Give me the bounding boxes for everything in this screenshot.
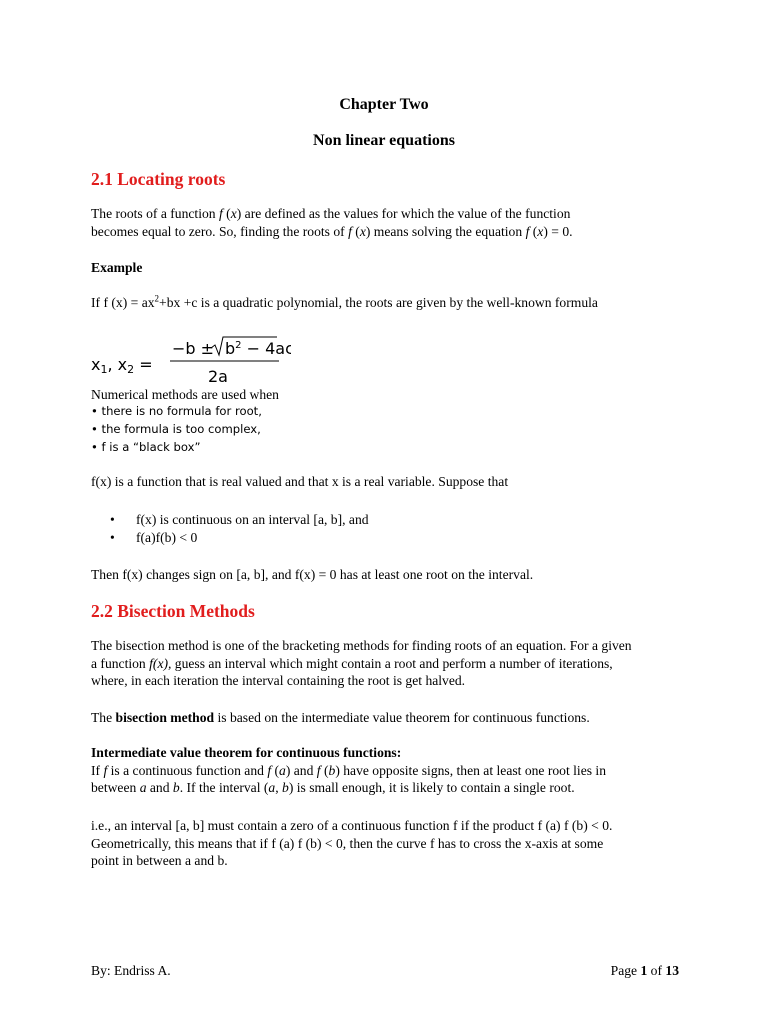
list-item: • the formula is too complex,: [91, 422, 261, 436]
theorem-title: Intermediate value theorem for continuous functions:: [91, 745, 402, 760]
section-heading-locating-roots: 2.1 Locating roots: [91, 169, 226, 189]
section-heading-bisection-methods: 2.2 Bisection Methods: [91, 601, 255, 621]
numerical-methods-intro: Numerical methods are used when: [91, 387, 279, 402]
bullet-icon: •: [110, 512, 115, 527]
bullet-icon: •: [110, 530, 115, 545]
quadratic-formula-graphic: [91, 333, 291, 385]
svg-text:−b ±: −b ±: [172, 339, 215, 358]
paragraph-bisection-basis: The bisection method is based on the intermediate value theorem for continuous functions.: [91, 710, 590, 725]
paragraph-geometric-meaning: i.e., an interval [a, b] must contain a zero of a continuous function f if the product f (a) f (b) < 0. Geometrically, this means that if f (a) f (b) < 0, then the curve f has to cross the x-axis at some point in between a and b.: [91, 818, 613, 869]
paragraph-roots-definition: The roots of a function f (x) are defined as the values for which the value of the function becomes equal to zero. So, finding the roots of f (x) means solving the equation f (x) = 0.: [91, 206, 573, 239]
document-page: Chapter Two Non linear equations 2.1 Locating roots The roots of a function f (x) are defined as the values for which the value of the function becomes equal to zero. So, finding the roots of f (x) means solving the equation f (x) = 0. Example If f $(x) = ax^2+bx +c$ is a quadratic polynomial, the roots are given by the well-known formula x1, x2 = −b ± $b^2 - 4ac$ 2a Numerical methods are used when • there is no formula for root, • the formula is too complex, • f is a “black box” f(x) is a function that is real valued and that x is a real variable. Suppose that • f(x) is continuous on an interval [a, b], and • f(a)f(b) < 0 Then f(x) changes sign on [a, b], and f(x) = 0 has at least one root on the interval. 2.2 Bisection Methods The bisection method is one of the bracketing methods for finding roots of an equation. For a given a function f(x), guess an interval which might contain a root and perform a number of iterations, where, in each iteration the interval containing the root is get halved. The bisection method is based on the intermediate value theorem for continuous functions. Intermediate value theorem for continuous functions: If f is a continuous function and f (a) and f (b) have opposite signs, then at least one root lies in between a and b. If the interval (a, b) is small enough, it is likely to contain a single root. i.e., an interval [a, b] must contain a zero of a continuous function f if the product f (a) f (b) < 0. Geometrically, this means that if f (a) f (b) < 0, then the curve f has to cross the x-axis at some point in between a and b. By: Endriss A. Page 1 of 13: [0, 0, 768, 1024]
quadratic-formula: [91, 333, 291, 385]
example-text: If f $(x) = ax^2+bx +c$ is a quadratic polynomial, the roots are given by the well-known formula: [91, 293, 598, 310]
footer-page-number: Page 1 of 13: [610, 963, 679, 978]
example-label: Example: [91, 260, 143, 275]
list-item: • there is no formula for root,: [91, 404, 262, 418]
footer-author: By: Endriss A.: [91, 963, 171, 978]
numerical-methods-list: [91, 404, 262, 458]
chapter-subtitle: Non linear equations: [313, 132, 455, 149]
conclusion-text: Then f(x) changes sign on [a, b], and f(x) = 0 has at least one root on the interval.: [91, 567, 534, 582]
svg-text:2a: 2a: [208, 367, 228, 385]
real-valued-text: f(x) is a function that is real valued and that x is a real variable. Suppose that: [91, 474, 509, 489]
chapter-title: Chapter Two: [339, 96, 429, 113]
paragraph-bisection-intro: The bisection method is one of the bracketing methods for finding roots of an equation. For a given a function f(x), guess an interval which might contain a root and perform a number of iterations, where, in each iteration the interval containing the root is get halved.: [91, 638, 632, 689]
svg-text:x1, x2 =: x1, x2 =: [91, 355, 153, 376]
list-item: • f is a “black box”: [91, 440, 201, 454]
theorem-block: Intermediate value theorem for continuous functions: If f is a continuous function and f (a) and f (b) have opposite signs, then at least one root lies in between a and b. If the interval (a, b) is small enough, it is likely to contain a single root.: [91, 744, 679, 797]
svg-text:b2 − 4ac: $b^2 - 4ac$: [225, 339, 291, 358]
